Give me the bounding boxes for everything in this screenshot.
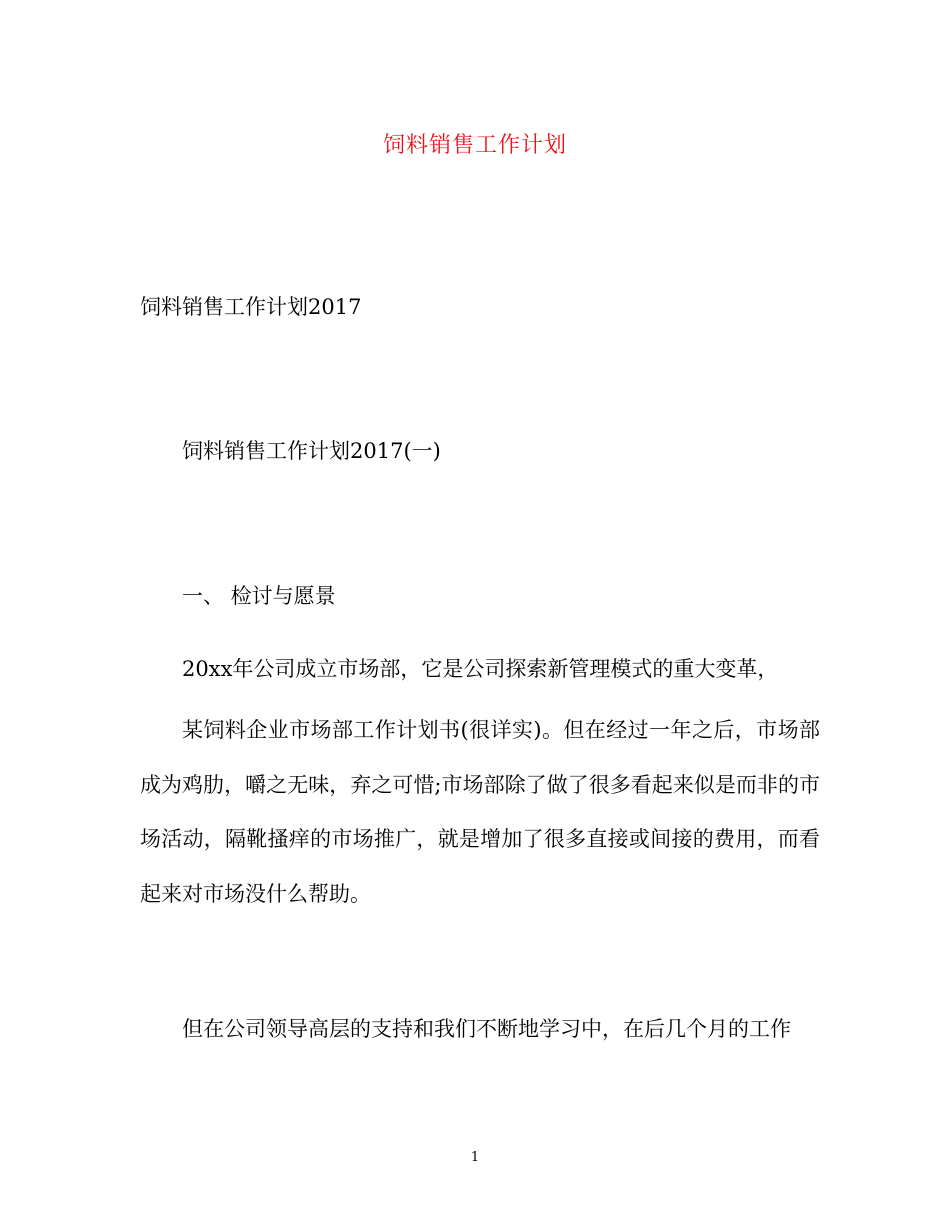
document-heading: 饲料销售工作计划2017 (140, 295, 362, 319)
section-heading: 一、 检讨与愿景 (182, 584, 336, 608)
paragraph-2: 某饲料企业市场部工作计划书(很详实)。但在经过一年之后，市场部成为鸡肋，嚼之无味，弃之可惜;市场部除了做了很多看起来似是而非的市场活动，隔靴搔痒的市场推广，就是增加了很多直接或间接的费用，而看起来对市场没什么帮助。 (140, 718, 820, 906)
page-number: 1 (470, 1150, 480, 1165)
document-title: 饲料销售工作计划 (382, 133, 567, 158)
paragraph-3: 但在公司领导高层的支持和我们不断地学习中，在后几个月的工作 (182, 1017, 791, 1041)
document-subheading: 饲料销售工作计划2017(一) (182, 439, 441, 463)
paragraph-1: 20xx年公司成立市场部，它是公司探索新管理模式的重大变革， (182, 657, 779, 681)
